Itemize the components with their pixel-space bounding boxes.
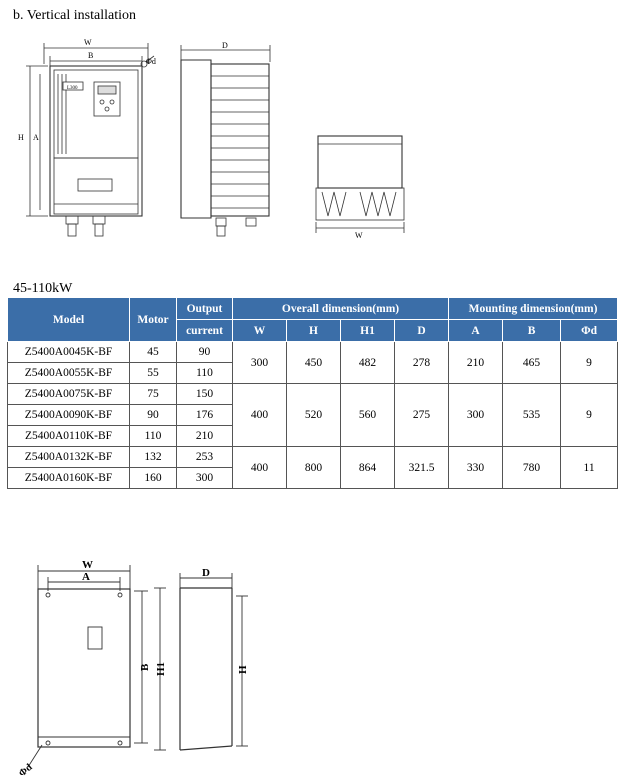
header-h1: H1: [341, 320, 395, 342]
cell-w: 400: [233, 384, 287, 447]
cell-b: 780: [503, 447, 561, 489]
cell-a: 300: [449, 384, 503, 447]
label-w: W: [82, 559, 93, 571]
cell-motor: 75: [130, 384, 177, 405]
top-drawing-side: [176, 40, 276, 240]
label-d: D: [222, 41, 228, 50]
top-drawing-bottom: [308, 130, 413, 245]
label-h: H: [18, 133, 24, 142]
cell-model: Z5400A0075K-BF: [8, 384, 130, 405]
header-d: D: [395, 320, 449, 342]
cell-current: 90: [177, 342, 233, 363]
cell-current: 210: [177, 426, 233, 447]
cell-motor: 45: [130, 342, 177, 363]
label-b: B: [88, 51, 94, 60]
cell-w: 400: [233, 447, 287, 489]
cell-a: 330: [449, 447, 503, 489]
table-row: [8, 447, 618, 468]
cell-w: 300: [233, 342, 287, 384]
header-mounting: Mounting dimension(mm): [449, 298, 618, 320]
cell-h: 520: [287, 384, 341, 447]
top-drawing-front: [18, 34, 163, 244]
cell-current: 176: [177, 405, 233, 426]
cell-h: 450: [287, 342, 341, 384]
header-output: Output: [177, 298, 233, 320]
cell-d: 275: [395, 384, 449, 447]
cell-b: 535: [503, 384, 561, 447]
cell-d: 278: [395, 342, 449, 384]
cell-model: Z5400A0132K-BF: [8, 447, 130, 468]
cell-current: 150: [177, 384, 233, 405]
label-a: A: [33, 133, 39, 142]
cell-phid: 9: [561, 342, 618, 384]
table-row: [8, 384, 618, 405]
cell-h1: 560: [341, 384, 395, 447]
cell-phid: 11: [561, 447, 618, 489]
power-range: 45-110kW: [13, 281, 73, 296]
header-model: Model: [8, 298, 130, 342]
header-h: H: [287, 320, 341, 342]
cell-a: 210: [449, 342, 503, 384]
cell-motor: 110: [130, 426, 177, 447]
header-overall: Overall dimension(mm): [233, 298, 449, 320]
cell-b: 465: [503, 342, 561, 384]
cell-phid: 9: [561, 384, 618, 447]
cell-model: Z5400A0055K-BF: [8, 363, 130, 384]
header-phid: Φd: [561, 320, 618, 342]
cell-h: 800: [287, 447, 341, 489]
cell-current: 300: [177, 468, 233, 489]
cell-model: Z5400A0090K-BF: [8, 405, 130, 426]
cell-model: Z5400A0110K-BF: [8, 426, 130, 447]
cell-motor: 160: [130, 468, 177, 489]
label-h1: H1: [155, 661, 167, 676]
cell-current: 253: [177, 447, 233, 468]
dimension-table: [7, 297, 618, 489]
label-a: A: [82, 571, 90, 583]
label-b: B: [139, 663, 151, 671]
cell-current: 110: [177, 363, 233, 384]
cell-d: 321.5: [395, 447, 449, 489]
label-phi-d: Φd: [16, 761, 35, 780]
cell-model: Z5400A0160K-BF: [8, 468, 130, 489]
table-row: [8, 342, 618, 363]
cell-motor: 132: [130, 447, 177, 468]
header-motor: Motor: [130, 298, 177, 342]
panel-logo: L300: [67, 86, 78, 91]
label-phi-d: Φd: [146, 57, 156, 66]
label-w: W: [84, 38, 92, 47]
bottom-drawing-side: [150, 568, 260, 758]
label-d: D: [202, 567, 210, 579]
cell-model: Z5400A0045K-BF: [8, 342, 130, 363]
cell-motor: 90: [130, 405, 177, 426]
header-b: B: [503, 320, 561, 342]
label-w2: W: [355, 231, 363, 240]
header-current: current: [177, 320, 233, 342]
bottom-drawing-front: [16, 555, 170, 780]
label-h: H: [237, 665, 249, 674]
section-title: b. Vertical installation: [13, 8, 136, 23]
header-a: A: [449, 320, 503, 342]
header-w: W: [233, 320, 287, 342]
cell-h1: 864: [341, 447, 395, 489]
cell-motor: 55: [130, 363, 177, 384]
cell-h1: 482: [341, 342, 395, 384]
